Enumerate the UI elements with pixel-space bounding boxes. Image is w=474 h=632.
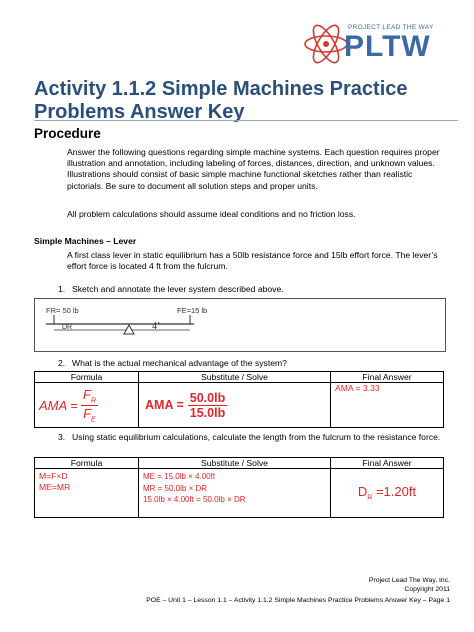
resistance-value: 50.0lb [189,390,226,405]
dr-label: DR [62,324,73,331]
lever-sketch [34,298,446,352]
assumption-paragraph: All problem calculations should assume ideal conditions and no friction loss. [67,209,356,219]
effort-moment: ME = 15.0lb × 4.00ft [143,472,216,481]
dr-symbol: D [357,484,368,500]
col-final-answer: Final Answer [331,372,444,383]
fe-subscript: E [91,416,96,424]
q3-solve-cell [139,469,331,518]
problem-statement: A first class lever in static equilibrium has a 50lb resistance force and 15lb effort force. The lever’s effort force is located 4 ft from the fulcrum. [67,250,438,272]
question-number: 1. [58,284,66,294]
q2-solve-cell [139,383,331,428]
q2-answer-table [34,371,444,428]
question-3 [58,432,448,443]
atom-icon [302,20,350,68]
effort-force-label: FE=15 lb [177,306,208,315]
col-substitute: Substitute / Solve [139,458,331,469]
col-substitute: Substitute / Solve [139,372,331,383]
logo-wordmark: PLTW [344,30,431,63]
moment-equality: ME=MR [39,482,71,492]
q3-final-answer [331,469,444,518]
question-number: 2. [58,358,66,368]
col-formula: Formula [35,372,139,383]
fulcrum [124,325,134,334]
page-title: Activity 1.1.2 Simple Machines Practice Problems Answer Key [34,78,408,123]
question-1 [58,284,448,295]
procedure-paragraph: Answer the following questions regarding simple machine systems. Each question requires proper illustration and annotation, including labeling of forces, distances, direction, and unknown values. Illustrations should consist of basic simple machine functional sketches rather than realistic pictorials. Be sure to document all solution steps and proper units. [67,147,440,191]
resistance-force-label: FR= 50 lb [46,306,79,315]
question-text: Using static equilibrium calculations, calculate the length from the fulcrum to the resistance force. [72,432,441,442]
equilibrium-equation: 15.0lb × 4.00ft = 50.0lb × DR [143,495,246,504]
footer-org: Project Lead The Way, Inc. [368,577,450,584]
title-divider [34,120,458,121]
pltw-logo [300,18,460,74]
distance-label: 4’ [152,321,161,332]
fr-subscript: R [90,397,96,405]
fe-symbol: F [83,405,92,421]
ama-solve-lhs: AMA = [145,398,184,412]
q2-formula-cell [35,383,139,428]
question-number: 3. [58,432,66,442]
effort-value: 15.0lb [189,405,226,420]
footer-page-info: POE – Unit 1 – Lesson 1.1 – Activity 1.1.2 Simple Machines Practice Problems Answer Key – Page 1 [146,597,450,604]
fr-symbol: F [82,386,91,402]
col-formula: Formula [35,458,139,469]
resistance-moment: MR = 50.0lb × DR [143,483,208,493]
q3-formula-cell [35,469,139,518]
question-text: Sketch and annotate the lever system described above. [72,284,284,294]
question-2 [58,358,448,369]
col-final-answer: Final Answer [331,458,444,469]
moment-formula: M=F×D [39,471,68,481]
q3-answer-table [34,457,444,518]
q2-final-answer: AMA = 3.33 [331,383,444,428]
dr-subscript: R [367,494,373,502]
dr-value: =1.20ft [375,484,417,500]
logo-tagline: PROJECT LEAD THE WAY [348,24,434,31]
footer-copyright: Copyright 2011 [404,586,450,593]
procedure-heading: Procedure [34,126,101,141]
section-heading: Simple Machines – Lever [34,236,137,246]
question-text: What is the actual mechanical advantage of the system? [72,358,287,368]
ama-lhs: AMA = [39,397,78,413]
